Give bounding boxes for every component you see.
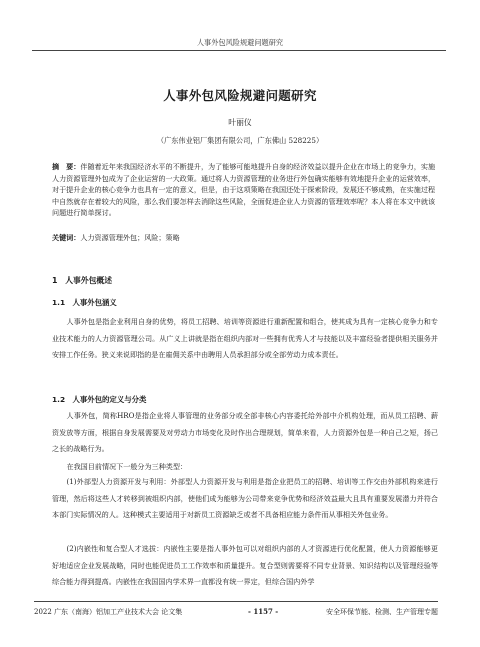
keywords-text: 人力资源管理外包；风险；策略	[80, 233, 180, 242]
section-1-2-paragraph-2: 在我国目前情况下一般分为三种类型：	[66, 462, 188, 471]
section-1-2-paragraph-4: (2)内嵌性和复合型人才选拔：内嵌性主要是指人事外包可以对组织内部的人才资源进行优化配置，使人力资源能够更好地适应企业发展战略，同时也能促进员工工作效率和质量提升。复合型则需要将不同专业背景、知识结构以及管理经验等综合能力得到提高。内嵌性在我国国内学术界一直都没有统一界定，但综合国内外学	[52, 544, 438, 587]
footer-proceedings: 2022 广东（南海）铝加工产业技术大会 论文集	[34, 608, 183, 616]
section-1-2-paragraph-3: (1)外部型人力资源开发与利用：外部型人力资源开发与利用是指企业把员工的招聘、培训等工作交由外部机构来进行管理，然后将这些人才转移到被组织内部，使他们成为能够为公司带来竞争优势和经济效益最大且具有重要发展潜力并符合本部门实际情况的人。这种模式主要适用于对新员工资源缺乏或者不具备相应能力条件而从事相关外包业务。	[52, 477, 438, 520]
footer-topic: 安全环保节能、检测、生产管理专题	[326, 608, 438, 616]
author-name: 叶丽仪	[228, 118, 252, 127]
section-1-1-paragraph: 人事外包是指企业利用自身的优势，将员工招聘、培训等资源进行重新配置和组合，使其成为具有一定核心竞争力和专业技术能力的人力资源管理公司。从广义上讲就是指在组织内部对一些拥有优秀人才与技能以及丰富经验者提供相关服务并安排工作任务。狭义来说即指的是在雇佣关系中由聘用人员承担部分或全部劳动力成本责任。	[52, 317, 438, 360]
keywords-label: 关键词：	[52, 233, 81, 242]
author-affiliation: （广东伟业铝厂集团有限公司，广东佛山 528225）	[156, 136, 324, 145]
paper-title: 人事外包风险规避问题研究	[163, 88, 317, 103]
keywords	[52, 232, 438, 243]
section-1-2-paragraph-1: 人事外包，简称HRO是指企业将人事管理的业务部分或全部非核心内容委托给外部中介机构处理，而从员工招聘、薪资发放等方面，根据自身发展需要及对劳动力市场变化及时作出合理规划，简单来看，人力资源外包是一种自己之短，扬己之长的战略行为。	[52, 411, 438, 454]
abstract-label: 摘 要：	[52, 162, 81, 171]
abstract-text: 伴随着近年来我国经济水平的不断提升，为了能够可能地提升自身的经济效益以提升企业在市场上的竞争力，实施人力资源管理外包成为了企业运营的一大政策。通过将人力资源管理的业务进行外包确实能够有效地提升企业的运营效率，对于提升企业的核心竞争力也具有一定的意义，但是，由于这项策略在我国还处于探索阶段，发展还不够成熟，在实施过程中自然就存在着较大的风险，那么我们要怎样去消除这些风险，全面促进企业人力资源的管理效率呢？本人将在本文中就该问题进行简单探讨。	[52, 162, 436, 217]
footer-page-number: - 1157 -	[248, 607, 279, 616]
section-1-heading: 1 人事外包概述	[52, 276, 113, 285]
footer-rule	[34, 601, 438, 602]
running-header: 人事外包风险规避问题研究	[196, 38, 284, 47]
abstract	[52, 161, 438, 219]
section-1-1-heading: 1.1 人事外包涵义	[52, 298, 117, 307]
header-rule	[32, 50, 446, 51]
section-1-2-heading: 1.2 人事外包的定义与分类	[52, 395, 147, 404]
